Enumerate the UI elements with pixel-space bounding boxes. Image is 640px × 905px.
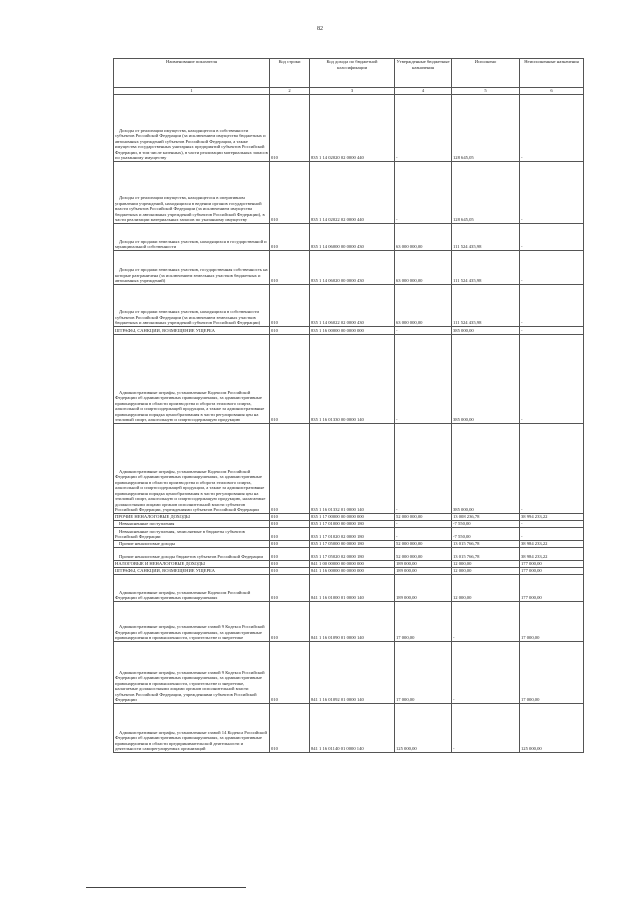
table-row	[114, 567, 584, 574]
row-kbk: 835 1 17 00000 00 0000 000	[310, 513, 395, 520]
footer-rule	[86, 887, 246, 888]
row-executed: -7 550,00	[452, 527, 520, 540]
row-approved: 189 000,00	[395, 560, 452, 567]
table-row	[114, 574, 584, 601]
row-line-code: 010	[270, 326, 310, 334]
row-kbk: 841 1 16 00000 00 0000 000	[310, 567, 395, 574]
row-name: Прочие неналоговые доходы	[114, 540, 270, 547]
table-row	[114, 527, 584, 540]
row-kbk: 835 1 17 01020 02 0000 180	[310, 527, 395, 540]
row-line-code: 010	[270, 703, 310, 752]
row-approved: 63 000 000,00	[395, 250, 452, 284]
row-line-code: 010	[270, 547, 310, 560]
table-row	[114, 601, 584, 641]
row-approved: 52 000 000,00	[395, 513, 452, 520]
row-executed: 12 000,00	[452, 574, 520, 601]
row-approved: -	[395, 520, 452, 527]
row-name: НАЛОГОВЫЕ И НЕНАЛОГОВЫЕ ДОХОДЫ	[114, 560, 270, 567]
row-remaining: 177 000,00	[520, 574, 584, 601]
row-line-code: 010	[270, 574, 310, 601]
row-kbk: 835 1 14 02022 02 0000 440	[310, 161, 395, 223]
row-remaining: -	[520, 161, 584, 223]
column-number: 3	[310, 88, 395, 95]
row-kbk: 835 1 16 01332 01 0000 140	[310, 423, 395, 513]
row-approved: 125 000,00	[395, 703, 452, 752]
row-name: Доходы от реализации имущества, находящегося в оперативном управлении учреждений, находящихся в ведении органов государственной власти субъектов Российской Федерации (за исключением имущества бюджетных и автономных учреждений субъектов Российской Федерации), в части реализации материальных запасов по указанному имуществу	[114, 161, 270, 223]
row-executed: 385 000,00	[452, 334, 520, 423]
header-kbk: Код дохода по бюджетной классификации	[310, 59, 395, 88]
row-remaining: -	[520, 94, 584, 161]
row-kbk: 841 1 16 01140 01 0000 140	[310, 703, 395, 752]
row-kbk: 841 1 00 00000 00 0000 000	[310, 560, 395, 567]
column-number: 4	[395, 88, 452, 95]
table-row	[114, 326, 584, 334]
row-line-code: 010	[270, 641, 310, 703]
row-executed: 385 000,00	[452, 423, 520, 513]
row-approved: 17 000,00	[395, 601, 452, 641]
row-executed: 128 645,05	[452, 94, 520, 161]
row-kbk: 835 1 17 05020 02 0000 180	[310, 547, 395, 560]
row-remaining: -	[520, 520, 584, 527]
column-number: 2	[270, 88, 310, 95]
header-executed: Исполнено	[452, 59, 520, 88]
row-name: Доходы от продажи земельных участков, находящихся в собственности субъектов Российской Федерации (за исключением земельных участков бюджетных и автономных учреждений субъектов Российской Федерации)	[114, 284, 270, 326]
row-line-code: 010	[270, 601, 310, 641]
row-remaining: 17 000,00	[520, 641, 584, 703]
row-executed: 128 645,05	[452, 161, 520, 223]
row-remaining: 38 984 233,22	[520, 540, 584, 547]
row-kbk: 841 1 16 01092 01 0000 140	[310, 641, 395, 703]
row-kbk: 835 1 14 06022 02 0000 430	[310, 284, 395, 326]
row-line-code: 010	[270, 540, 310, 547]
row-line-code: 010	[270, 423, 310, 513]
row-executed: 13 008 236,78	[452, 513, 520, 520]
page-number: 82	[317, 26, 323, 32]
row-executed: 111 524 435,98	[452, 250, 520, 284]
row-kbk: 835 1 17 01000 00 0000 180	[310, 520, 395, 527]
table-row	[114, 703, 584, 752]
row-approved: 52 000 000,00	[395, 547, 452, 560]
column-number: 1	[114, 88, 270, 95]
row-line-code: 010	[270, 284, 310, 326]
row-name: Невыясненные поступления, зачисляемые в бюджеты субъектов Российской Федерации	[114, 527, 270, 540]
row-executed: -	[452, 703, 520, 752]
column-number: 5	[452, 88, 520, 95]
row-executed: 111 524 435,98	[452, 284, 520, 326]
row-executed: 12 000,00	[452, 560, 520, 567]
row-name: Доходы от продажи земельных участков, государственная собственность на которые разграничена (за исключением земельных участков бюджетных и автономных учреждений)	[114, 250, 270, 284]
row-remaining: 125 000,00	[520, 703, 584, 752]
row-remaining: -	[520, 284, 584, 326]
table-row	[114, 520, 584, 527]
row-executed: 13 015 766,78	[452, 547, 520, 560]
table-row	[114, 513, 584, 520]
row-remaining: 38 994 233,22	[520, 513, 584, 520]
row-line-code: 010	[270, 567, 310, 574]
row-kbk: 835 1 14 06000 00 0000 430	[310, 223, 395, 250]
row-remaining: 38 984 233,22	[520, 547, 584, 560]
row-line-code: 010	[270, 560, 310, 567]
row-line-code: 010	[270, 513, 310, 520]
row-name: Административные штрафы, установленные Кодексом Российской Федерации об административных правонарушениях, за административные правонарушения в области производства и оборота этилового спирта, алкогольной и спиртосодержащей продукции, а также за административные правонарушения порядка ценообразования в части регулирования цен на этиловый спирт, алкогольную и спиртосодержащую продукцию, налагаемые должностными лицами органов исполнительной власти субъектов Российской Федерации, учреждениями субъектов Российской Федерации	[114, 423, 270, 513]
row-name: Прочие неналоговые доходы бюджетов субъектов Российской Федерации	[114, 547, 270, 560]
row-remaining: 177 000,00	[520, 567, 584, 574]
row-executed: 385 000,00	[452, 326, 520, 334]
row-executed: -	[452, 641, 520, 703]
row-kbk: 835 1 17 05000 00 0000 180	[310, 540, 395, 547]
row-approved: 63 000 000,00	[395, 223, 452, 250]
row-kbk: 835 1 16 00000 00 0000 000	[310, 326, 395, 334]
table-row	[114, 423, 584, 513]
row-line-code: 010	[270, 250, 310, 284]
row-name: Административные штрафы, установленные Кодексом Российской Федерации об административных правонарушениях, за административные правонарушения в области производства и оборота этилового спирта, алкогольной и спиртосодержащей продукции, а также за административные правонарушения порядка ценообразования в части регулирования цен на этиловый спирт, алкогольную и спиртосодержащую продукцию	[114, 334, 270, 423]
row-name: Доходы от реализации имущества, находящегося в собственности субъектов Российской Федерации (за исключением имущества бюджетных и автономных учреждений субъектов Российской Федерации, а также имущества государственных унитарных предприятий субъектов Российской Федерации, в том числе казенных), в части реализации материальных запасов по указанному имуществу	[114, 94, 270, 161]
row-approved: -	[395, 326, 452, 334]
table-row	[114, 161, 584, 223]
row-kbk: 841 1 16 01090 01 0000 140	[310, 601, 395, 641]
row-remaining: -	[520, 334, 584, 423]
table-row	[114, 560, 584, 567]
row-kbk: 835 1 16 01330 00 0000 140	[310, 334, 395, 423]
budget-execution-table	[113, 58, 584, 753]
row-executed: -	[452, 601, 520, 641]
row-kbk: 835 1 14 02020 02 0000 440	[310, 94, 395, 161]
row-remaining: 17 000,00	[520, 601, 584, 641]
row-executed: 12 000,00	[452, 567, 520, 574]
row-line-code: 010	[270, 520, 310, 527]
row-kbk: 841 1 16 01000 01 0000 140	[310, 574, 395, 601]
row-line-code: 010	[270, 527, 310, 540]
table-row	[114, 223, 584, 250]
table-row	[114, 540, 584, 547]
table-row	[114, 250, 584, 284]
row-name: Административные штрафы, установленные Кодексом Российской Федерации об административных правонарушениях	[114, 574, 270, 601]
row-approved: -	[395, 161, 452, 223]
table-row	[114, 284, 584, 326]
header-remaining: Неисполненные назначения	[520, 59, 584, 88]
column-number: 6	[520, 88, 584, 95]
row-name: Административные штрафы, установленные главой 9 Кодекса Российской Федерации об административных правонарушениях, за административные правонарушения в промышленности, строительстве и энергетике	[114, 601, 270, 641]
row-remaining: -	[520, 527, 584, 540]
row-line-code: 010	[270, 161, 310, 223]
row-executed: 111 524 435,98	[452, 223, 520, 250]
row-executed: 13 015 766,78	[452, 540, 520, 547]
row-executed: -7 550,00	[452, 520, 520, 527]
row-approved: -	[395, 527, 452, 540]
table-header-row	[114, 59, 584, 88]
row-approved: 52 000 000,00	[395, 540, 452, 547]
row-remaining: -	[520, 250, 584, 284]
row-remaining: -	[520, 223, 584, 250]
row-name: ШТРАФЫ, САНКЦИИ, ВОЗМЕЩЕНИЕ УЩЕРБА	[114, 567, 270, 574]
header-approved: Утвержденные бюджетные назначения	[395, 59, 452, 88]
row-remaining: 177 000,00	[520, 560, 584, 567]
table-body	[114, 94, 584, 752]
row-approved: -	[395, 94, 452, 161]
header-line-code: Код строки	[270, 59, 310, 88]
row-approved: 189 000,00	[395, 567, 452, 574]
row-approved: 189 000,00	[395, 574, 452, 601]
row-line-code: 010	[270, 334, 310, 423]
row-approved: 17 000,00	[395, 641, 452, 703]
row-line-code: 010	[270, 223, 310, 250]
row-name: Административные штрафы, установленные главой 14 Кодекса Российской Федерации об административных правонарушениях, за административные правонарушения в области предпринимательской деятельности и деятельности саморегулируемых организаций	[114, 703, 270, 752]
row-remaining: -	[520, 423, 584, 513]
row-line-code: 010	[270, 94, 310, 161]
row-kbk: 835 1 14 06020 00 0000 430	[310, 250, 395, 284]
row-approved: -	[395, 423, 452, 513]
table-row	[114, 547, 584, 560]
row-remaining: -	[520, 326, 584, 334]
row-approved: -	[395, 334, 452, 423]
row-name: ШТРАФЫ, САНКЦИИ, ВОЗМЕЩЕНИЕ УЩЕРБА	[114, 326, 270, 334]
row-name: Административные штрафы, установленные главой 9 Кодекса Российской Федерации об административных правонарушениях, за административные правонарушения в промышленности, строительстве и энергетике, налагаемые должностными лицами органов исполнительной власти субъектов Российской Федерации, учреждениями субъектов Российской Федерации	[114, 641, 270, 703]
table-row	[114, 641, 584, 703]
row-name: Невыясненные поступления	[114, 520, 270, 527]
row-name: ПРОЧИЕ НЕНАЛОГОВЫЕ ДОХОДЫ	[114, 513, 270, 520]
table-row	[114, 334, 584, 423]
header-indicator-name: Наименование показателя	[114, 59, 270, 88]
row-name: Доходы от продажи земельных участков, находящихся в государственной и муниципальной собственности	[114, 223, 270, 250]
row-approved: 63 000 000,00	[395, 284, 452, 326]
table-row	[114, 94, 584, 161]
